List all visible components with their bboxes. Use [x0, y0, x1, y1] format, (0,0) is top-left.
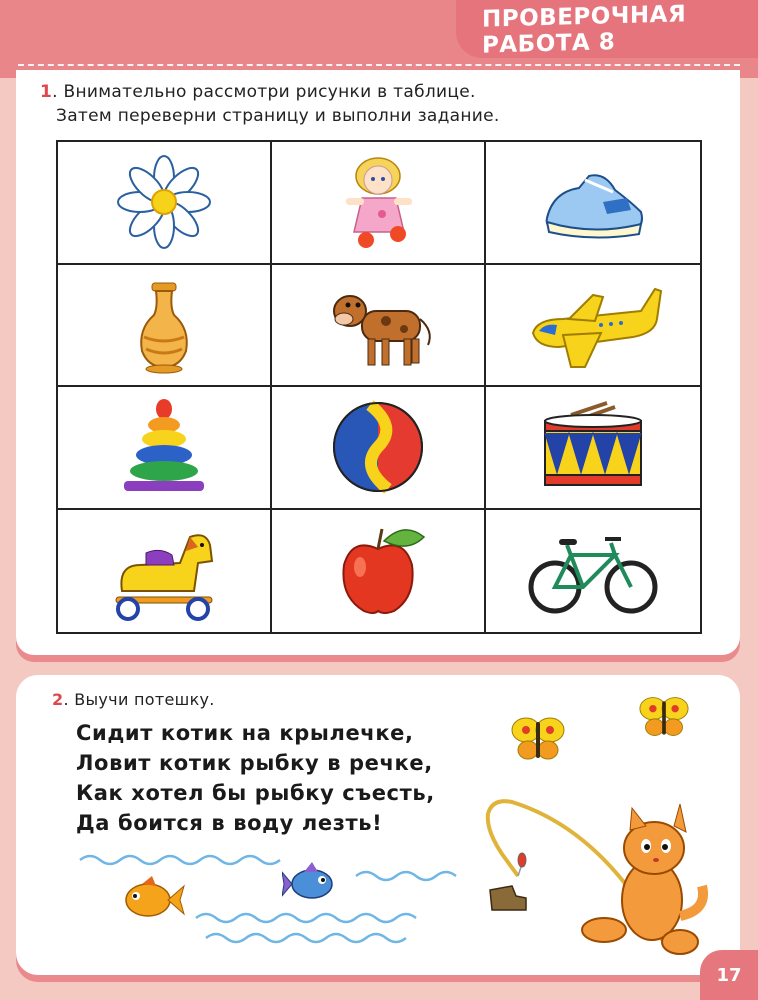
cell-shoe [486, 142, 700, 265]
calf-icon [308, 275, 448, 375]
shoe-icon [523, 152, 663, 252]
cat-fishing-illustration [482, 790, 712, 970]
task2-instruction [52, 690, 215, 709]
goldfish-icon [118, 872, 188, 924]
boot-icon [490, 886, 526, 910]
poem-line: Сидит котик на крылечке, [76, 721, 414, 745]
cell-pyramid-toy [58, 387, 272, 510]
cell-bicycle [486, 510, 700, 633]
poem [76, 718, 435, 838]
task1-number: 1 [40, 82, 53, 102]
banner-stitch-line [18, 64, 740, 66]
rocking-horse-icon [94, 521, 234, 621]
blue-fish-icon [282, 860, 342, 908]
poem-line: Ловит котик рыбку в речке, [76, 751, 433, 775]
vase-icon [94, 275, 234, 375]
title-tab [456, 0, 758, 58]
cell-drum [486, 387, 700, 510]
bicycle-icon [523, 521, 663, 621]
ball-icon [308, 397, 448, 497]
apple-icon [308, 521, 448, 621]
page-title: ПРОВЕРОЧНАЯ РАБОТА 8 [482, 1, 687, 59]
page-number: 17 [700, 950, 758, 1000]
daisy-flower-icon [94, 152, 234, 252]
cell-airplane [486, 265, 700, 388]
drum-icon [523, 397, 663, 497]
task1-line1: . Внимательно рассмотри рисунки в таблице. [52, 82, 476, 102]
butterfly-icon [508, 712, 568, 766]
poem-line: Да боится в воду лезть! [76, 811, 383, 835]
pyramid-toy-icon [94, 397, 234, 497]
task2-text: . Выучи потешку. [63, 690, 215, 709]
doll-icon [308, 152, 448, 252]
butterfly-icon [636, 692, 692, 742]
cell-rocking-horse [58, 510, 272, 633]
task2-number: 2 [52, 690, 64, 709]
task1-line2: Затем переверни страницу и выполни задание. [56, 106, 500, 126]
airplane-icon [523, 275, 663, 375]
cell-daisy [58, 142, 272, 265]
cell-doll [272, 142, 486, 265]
cell-ball [272, 387, 486, 510]
picture-table [56, 140, 702, 634]
cell-vase [58, 265, 272, 388]
poem-line: Как хотел бы рыбку съесть, [76, 781, 435, 805]
cell-calf [272, 265, 486, 388]
cell-apple [272, 510, 486, 633]
task1-instruction [40, 80, 500, 128]
